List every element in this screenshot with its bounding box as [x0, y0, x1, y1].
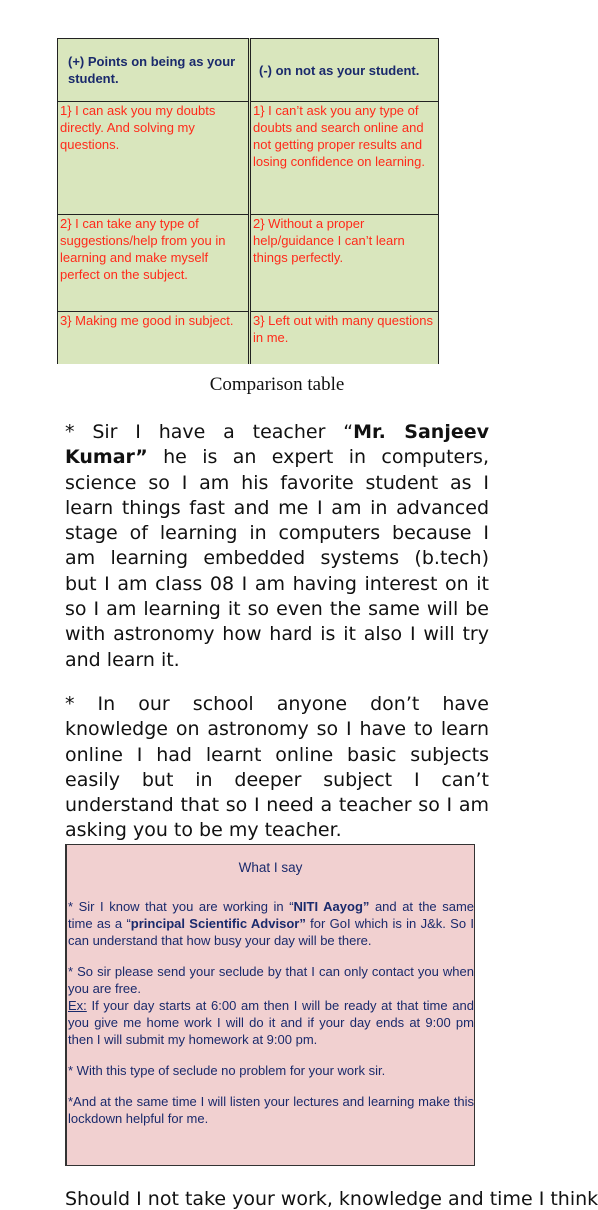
box-text: and at the same time as a “	[68, 899, 475, 931]
box-paragraph	[67, 898, 474, 949]
what-i-say-box	[65, 844, 475, 1166]
table-cell-con: 2} Without a proper help/guidance I can’t learn things perfectly.	[250, 215, 439, 312]
table-cell-pro: 2} I can take any type of suggestions/help from you in learning and make myself perfect on the subject.	[58, 215, 250, 312]
paragraph-teacher	[65, 420, 489, 673]
box-paragraph: *And at the same time I will listen your lectures and learning make this lockdown helpful for me.	[68, 1094, 474, 1126]
paragraph-school: * In our school anyone don’t have knowledge on astronomy so I have to learn online I had learnt online basic subjects easily but in deeper subject I can’t understand that so I need a teacher so I am asking you to be my teacher.	[65, 693, 489, 842]
table-cell-con: 1} I can’t ask you any type of doubts and search online and not getting proper results and losing confidence on learning.	[250, 102, 439, 215]
box-paragraph: * With this type of seclude no problem for your work sir.	[68, 1063, 386, 1078]
advisor-text: principal Scientific Advisor”	[130, 916, 306, 931]
table-cell-con: 3} Left out with many questions in me.	[250, 312, 439, 365]
box-title: What I say	[238, 860, 303, 875]
paragraph-text: * Sir I have a teacher “	[65, 421, 354, 443]
box-text: * Sir I know that you are working in “	[68, 899, 294, 914]
paragraph-text: he is an expert in computers, science so I am his favorite student as I learn things fast and me I am in advanced stage of learning in computers because I am learning embedded systems (b.tech) but I am class 08 I am having interest on it so I am learning it so even the same will be with astronomy how hard is it also I will try and learn it.	[65, 446, 489, 671]
table-header-cons: (-) on not as your student.	[250, 39, 439, 102]
box-text: for GoI which is in J&k. So I can understand that how busy your day will be there.	[68, 916, 475, 948]
table-cell-pro: 1} I can ask you my doubts directly. And solving my questions.	[58, 102, 250, 215]
box-text: * So sir please send your seclude by that I can only contact you when you are free.	[68, 964, 474, 996]
box-paragraph	[67, 963, 474, 1048]
table-row	[58, 215, 439, 312]
example-label: Ex:	[68, 998, 87, 1013]
table-header-pros: (+) Points on being as your student.	[58, 39, 250, 102]
table-row	[58, 312, 439, 365]
niti-aayog-text: NITI Aayog”	[293, 899, 370, 914]
table-cell-pro: 3} Making me good in subject.	[58, 312, 250, 365]
cutoff-text-line: Should I not take your work, knowledge and time I think	[65, 1188, 598, 1210]
example-text: If your day starts at 6:00 am then I will be ready at that time and you give me home work I will do it and if your day ends at 9:00 pm then I will submit my homework at 9:00 pm.	[68, 998, 474, 1047]
comparison-table	[57, 38, 439, 364]
table-caption: Comparison table	[209, 374, 345, 395]
teacher-name: Mr. Sanjeev Kumar”	[65, 421, 490, 469]
table-row	[58, 102, 439, 215]
